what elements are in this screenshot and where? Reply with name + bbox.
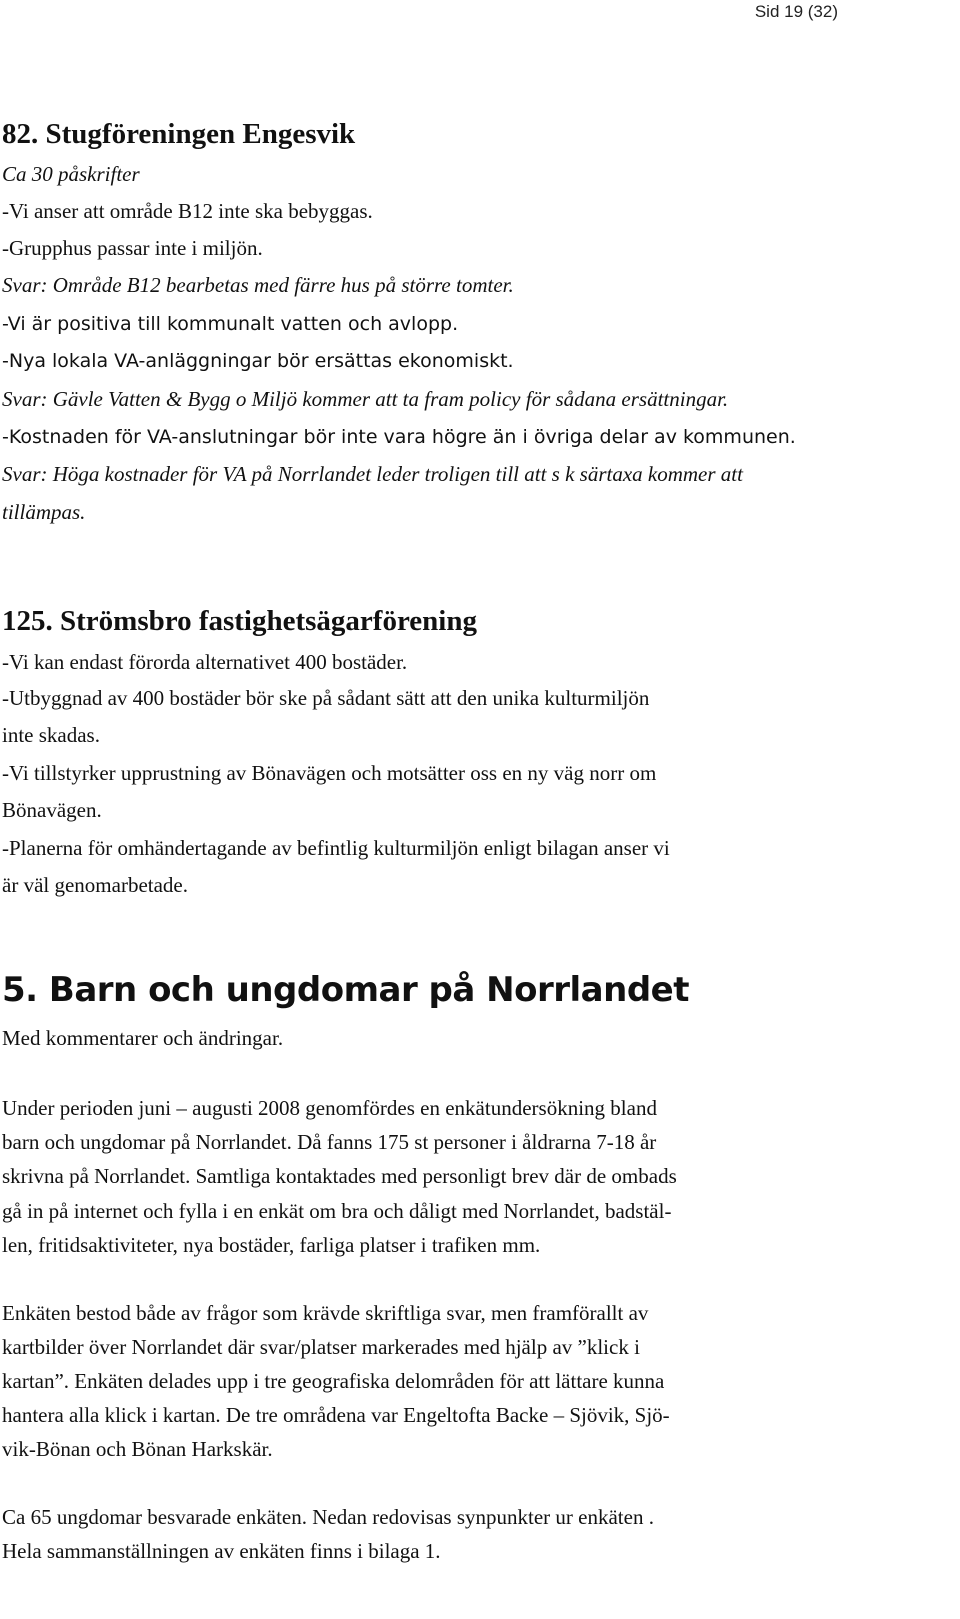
section-125-line: -Utbyggnad av 400 bostäder bör ske på sådant sätt att den unika kulturmiljön (2, 686, 650, 710)
paragraph-1-line: barn och ungdomar på Norrlandet. Då fanns 175 st personer i åldrarna 7-18 år (2, 1130, 657, 1154)
section-125-heading: 125. Strömsbro fastighetsägarförening (2, 605, 477, 637)
section-125-line: Bönavägen. (2, 798, 102, 822)
section-125-line: -Planerna för omhändertagande av befintlig kulturmiljön enligt bilagan anser vi (2, 836, 670, 860)
paragraph-1-line: skrivna på Norrlandet. Samtliga kontaktades med personligt brev där de ombads (2, 1164, 677, 1188)
section-82-heading: 82. Stugföreningen Engesvik (2, 118, 356, 150)
paragraph-3-line: Hela sammanställningen av enkäten finns i bilaga 1. (2, 1539, 441, 1563)
section-82-line: -Nya lokala VA-anläggningar bör ersättas ekonomiskt. (2, 350, 514, 372)
paragraph-3-line: Ca 65 ungdomar besvarade enkäten. Nedan redovisas synpunkter ur enkäten . (2, 1505, 654, 1529)
section-5-heading: 5. Barn och ungdomar på Norrlandet (2, 970, 689, 1010)
section-82-line: -Vi är positiva till kommunalt vatten och avlopp. (2, 313, 459, 335)
section-82-line: Svar: Gävle Vatten & Bygg o Miljö kommer att ta fram policy för sådana ersättningar. (2, 387, 729, 411)
section-125-line: är väl genomarbetade. (2, 873, 188, 897)
section-82-line: tillämpas. (2, 500, 86, 524)
section-125-line: -Vi kan endast förorda alternativet 400 bostäder. (2, 650, 408, 674)
paragraph-1-line: gå in på internet och fylla i en enkät om bra och dåligt med Norrlandet, badstäl- (2, 1199, 672, 1223)
paragraph-2-line: Enkäten bestod både av frågor som krävde skriftliga svar, men framförallt av (2, 1301, 649, 1325)
paragraph-2-line: hantera alla klick i kartan. De tre områdena var Engeltofta Backe – Sjövik, Sjö- (2, 1403, 670, 1427)
section-125-line: inte skadas. (2, 723, 100, 747)
paragraph-2-line: kartbilder över Norrlandet där svar/platser markerades med hjälp av ”klick i (2, 1335, 640, 1359)
section-5-subtitle: Med kommentarer och ändringar. (2, 1026, 284, 1050)
paragraph-1-line: len, fritidsaktiviteter, nya bostäder, farliga platser i trafiken mm. (2, 1233, 541, 1257)
section-82-line: Svar: Område B12 bearbetas med färre hus på större tomter. (2, 273, 514, 297)
section-82-line: Svar: Höga kostnader för VA på Norrlandet leder troligen till att s k särtaxa kommer att (2, 462, 743, 486)
section-125-line: -Vi tillstyrker upprustning av Bönavägen och motsätter oss en ny väg norr om (2, 761, 657, 785)
section-82-line: -Vi anser att område B12 inte ska bebyggas. (2, 199, 373, 223)
section-82-line: Ca 30 påskrifter (2, 162, 140, 186)
page-number: Sid 19 (32) (754, 2, 838, 21)
section-82-line: -Kostnaden för VA-anslutningar bör inte vara högre än i övriga delar av kommunen. (2, 426, 796, 448)
paragraph-2-line: vik-Bönan och Bönan Harkskär. (2, 1437, 273, 1461)
paragraph-2-line: kartan”. Enkäten delades upp i tre geografiska delområden för att lättare kunna (2, 1369, 665, 1393)
section-82-line: -Grupphus passar inte i miljön. (2, 236, 263, 260)
paragraph-1-line: Under perioden juni – augusti 2008 genomfördes en enkätundersökning bland (2, 1096, 657, 1120)
